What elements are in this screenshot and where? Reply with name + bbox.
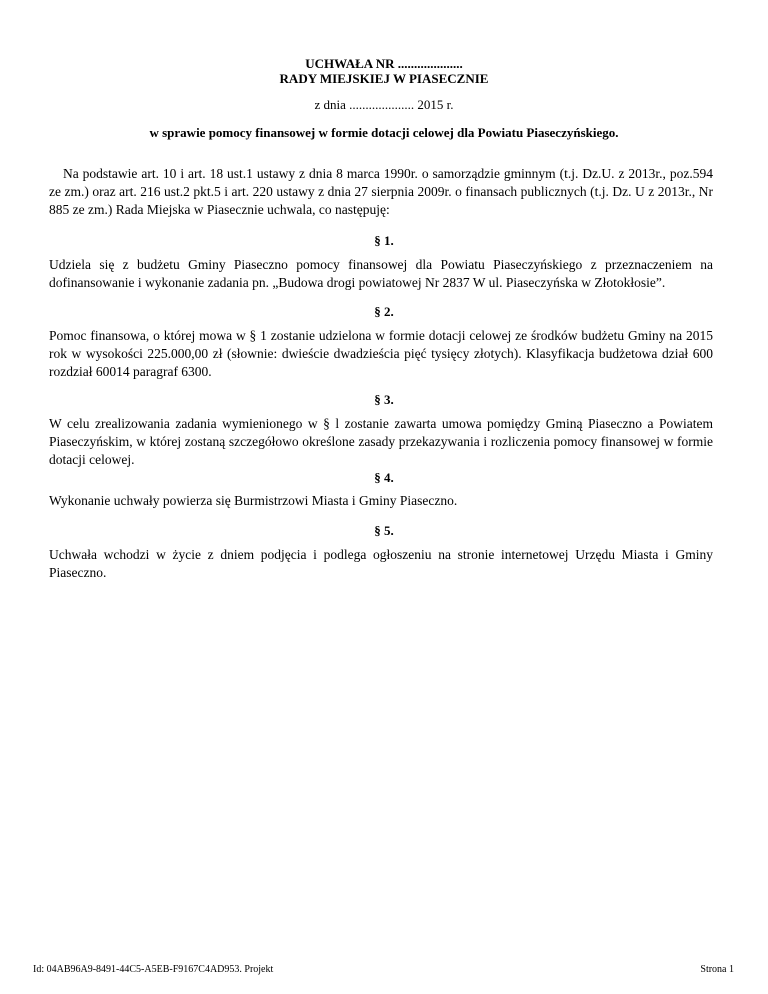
section-2-heading: § 2. xyxy=(374,304,394,319)
page-number: Strona 1 xyxy=(700,964,734,975)
section-1-heading: § 1. xyxy=(374,233,394,248)
section-4-text: Wykonanie uchwały powierza się Burmistrzowi Miasta i Gminy Piaseczno. xyxy=(49,493,458,508)
section-1-text: Udziela się z budżetu Gminy Piaseczno pomocy finansowej dla Powiatu Piaseczyńskiego z przeznaczeniem na dofinansowanie i wykonanie zadania pn. „Budowa drogi powiatowej Nr 2837 W ul. Piaseczyńska w Złotokłosie”. xyxy=(49,257,713,290)
resolution-date: z dnia .................... 2015 r. xyxy=(314,97,454,112)
resolution-subject: w sprawie pomocy finansowej w formie dotacji celowej dla Powiatu Piaseczyńskiego. xyxy=(149,125,619,140)
section-2-text: Pomoc finansowa, o której mowa w § 1 zostanie udzielona w formie dotacji celowej ze środków budżetu Gminy na 2015 rok w wysokości 225.000,00 zł (słownie: dwieście dwadzieścia pięć tysięcy złotych). Klasyfikacja budżetowa dział 600 rozdział 60014 paragraf 6300. xyxy=(49,328,713,379)
document-id: Id: 04AB96A9-8491-44C5-A5EB-F9167C4AD953. Projekt xyxy=(33,964,274,975)
section-5-text: Uchwała wchodzi w życie z dniem podjęcia i podlega ogłoszeniu na stronie internetowej Urzędu Miasta i Gminy Piaseczno. xyxy=(49,547,713,580)
preamble: Na podstawie art. 10 i art. 18 ust.1 ustawy z dnia 8 marca 1990r. o samorządzie gminnym (t.j. Dz.U. z 2013r., poz.594 ze zm.) oraz art. 216 ust.2 pkt.5 i art. 220 ustawy z dnia 27 sierpnia 2009r. o finansach publicznych (t.j. Dz. U z 2013r., Nr 885 ze zm.) Rada Miejska w Piasecznie uchwala, co następuję: xyxy=(49,166,713,217)
section-5-heading: § 5. xyxy=(374,523,394,538)
section-3-text: W celu zrealizowania zadania wymienionego w § l zostanie zawarta umowa pomiędzy Gminą Piaseczno a Powiatem Piaseczyńskim, w której zostaną szczegółowo określone zasady przekazywania i rozliczenia pomocy finansowej w formie dotacji celowej. xyxy=(49,416,713,467)
section-4-heading: § 4. xyxy=(374,470,394,485)
resolution-number: UCHWAŁA NR .................... xyxy=(305,56,463,71)
council-name: RADY MIEJSKIEJ W PIASECZNIE xyxy=(279,71,489,86)
section-3-heading: § 3. xyxy=(374,392,394,407)
